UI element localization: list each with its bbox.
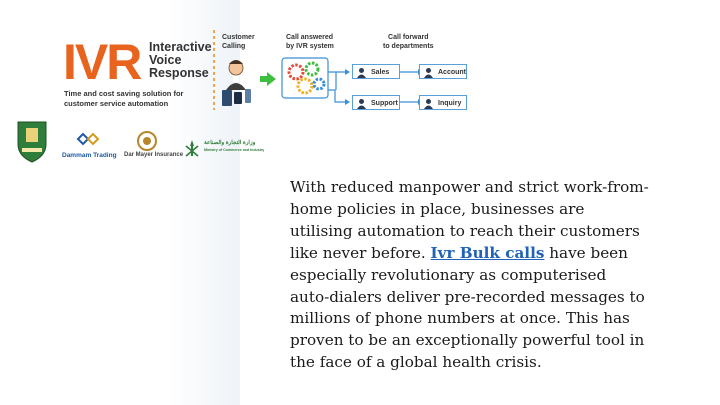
ivr-logo: IVR — [63, 34, 141, 90]
column-header-ivr-line-2: by IVR system — [286, 43, 334, 50]
department-sales-label: Sales — [371, 69, 390, 76]
article-paragraph — [290, 177, 650, 374]
department-support-label: Support — [371, 100, 398, 107]
article-text-before: With reduced manpower and strict work-from-home policies in place, businesses are utilising automation to reach their customers like never before. — [290, 178, 649, 262]
customer-person-icon — [226, 60, 246, 90]
ivr-subtitle-line-1: Interactive — [149, 40, 212, 54]
article-text-after: have been especially revolutionary as computerised auto-dialers deliver pre-recorded messages to millions of phone numbers at once. This has proven to be an exceptionally powerful tool in the face of a global health crisis. — [290, 243, 645, 372]
ivr-tagline: Time and cost saving solution for customer service automation — [64, 89, 184, 108]
dammam-trading-logo-mark — [75, 130, 101, 148]
ivr-gears-icon — [282, 58, 328, 98]
department-account-label: Account — [438, 69, 466, 76]
department-inquiry-label: Inquiry — [438, 100, 462, 107]
department-sales — [352, 64, 400, 79]
column-header-customer-line-1: Customer — [222, 34, 255, 41]
dar-mayer-logo-mark — [136, 130, 158, 152]
agent-icon — [356, 67, 367, 78]
ivr-subtitle-line-2: Voice — [149, 53, 182, 67]
agent-icon — [423, 67, 434, 78]
dar-mayer-label: Dar Mayer Insurance — [124, 152, 184, 158]
ivr-subtitle-line-3: Response — [149, 66, 209, 80]
university-crest-logo — [14, 118, 50, 164]
phone-devices-icon — [222, 89, 251, 106]
ivr-bulk-calls-link[interactable]: Ivr Bulk calls — [430, 243, 545, 262]
ministry-arabic-label: وزارة التجارة والصناعة — [204, 140, 256, 146]
green-arrow-icon — [260, 72, 276, 86]
ministry-english-label: Ministry of Commerce and Industry — [204, 148, 265, 152]
column-header-ivr-line-1: Call answered — [286, 34, 334, 41]
column-header-forward-line-1: Call forward — [388, 34, 429, 41]
column-header-customer-line-2: Calling — [222, 43, 246, 50]
department-inquiry — [419, 95, 467, 110]
agent-icon — [423, 98, 434, 109]
ministry-emblem-logo — [182, 138, 202, 160]
department-account — [419, 64, 467, 79]
agent-icon — [356, 98, 367, 109]
department-support — [352, 95, 400, 110]
column-header-forward-line-2: to departments — [383, 43, 434, 50]
dammam-trading-label: Dammam Trading — [62, 152, 117, 159]
